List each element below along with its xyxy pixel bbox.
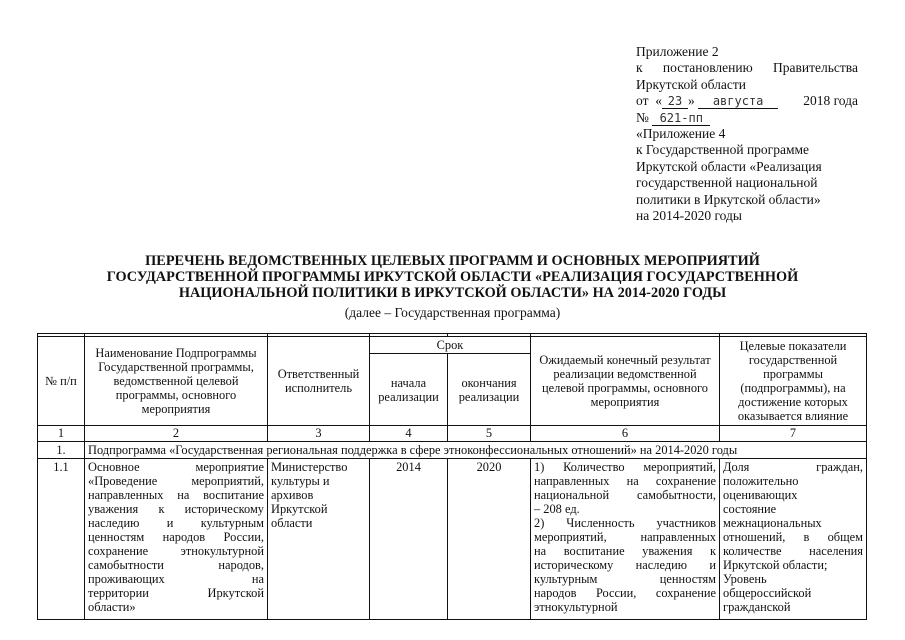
column-number: 5 [448,426,531,442]
title-line-1: ПЕРЕЧЕНЬ ВЕДОМСТВЕННЫХ ЦЕЛЕВЫХ ПРОГРАММ И ОСНОВНЫХ МЕРОПРИЯТИЙ [145,253,760,269]
handwritten-number: 621-пп [652,112,710,126]
header-num: № п/п [38,337,85,426]
column-number: 1 [38,426,85,442]
row-executor-line: Министерство [271,460,348,474]
row-name [85,459,268,620]
row-name-line: направленных на воспитание [88,488,264,502]
row-indicators [720,459,867,620]
annex-line-2-word-2: постановлению [662,60,753,76]
annex-date-group [636,93,778,109]
row-result-line: мероприятий, направленных [534,530,716,544]
subprogram-num: 1. [38,442,85,459]
row-name-line: сохранение этнокультурной [88,544,264,558]
row-indicator-line: Иркутской области; [723,558,828,572]
column-number: 4 [370,426,448,442]
row-result-line: культурным ценностям [534,572,716,586]
day-open-quote: « [655,93,662,109]
row-result-line: народов России, сохранение [534,586,716,600]
subprogram-row [38,442,867,459]
row-executor-line: Иркутской [271,502,328,516]
row-name-line: проживающих на [88,572,264,586]
table-header-row [38,337,867,354]
row-result-line: на воспитание уважения к [534,544,716,558]
row-result-line: этнокультурной [534,600,618,614]
title-line-3: НАЦИОНАЛЬНОЙ ПОЛИТИКИ В ИРКУТСКОЙ ОБЛАСТИ» НА 2014-2020 ГОДЫ [178,285,727,302]
subprogram-title: Подпрограмма «Государственная региональная поддержка в сфере этноконфессиональных отношений» на 2014-2020 годы [85,442,867,459]
annex-line-2-word-1: к [636,60,643,76]
column-number: 2 [85,426,268,442]
annex-line-10: политики в Иркутской области» [636,191,821,207]
row-indicator-line: общероссийской [723,586,812,600]
annex-line-1: Приложение 2 [636,44,719,59]
row-result [531,459,720,620]
row-indicator-line: межнациональных [723,516,822,530]
handwritten-month: августа [698,95,778,109]
row-name-line: Основное мероприятие [88,460,264,474]
row-result-line: – 208 ед. [534,502,580,516]
annex-year: 2018 года [803,93,858,109]
header-name: Наименование Подпрограммы Государственной программы, ведомственной целевой программы, основного мероприятия [85,337,268,426]
table-row [38,459,867,620]
column-number: 6 [531,426,720,442]
annex-line-11: на 2014-2020 годы [636,208,742,224]
row-executor-line: культуры и [271,474,330,488]
annex-line-7: к Государственной программе [636,142,810,158]
row-result-line: национальной самобытности, [534,488,716,502]
row-name-line: «Проведение мероприятий, [88,474,264,488]
row-executor-line: области [271,516,313,530]
annex-number-label: № [636,109,649,125]
column-number: 7 [720,426,867,442]
row-name-line: ценностям народов России, [88,530,264,544]
row-executor-line: архивов [271,488,314,502]
annex-block [636,44,858,224]
row-indicator-line: Доля граждан, [723,460,863,474]
row-indicator-line: оценивающих [723,488,798,502]
programs-table [37,333,867,620]
row-result-line: направленных на сохранение [534,474,716,488]
row-end-year: 2020 [448,459,531,620]
header-result: Ожидаемый конечный результат реализации ведомственной целевой программы, основного мероприятия [531,337,720,426]
row-start-year: 2014 [370,459,448,620]
annex-date-line [636,93,858,109]
column-number: 3 [268,426,370,442]
row-indicator-line: гражданской [723,600,791,614]
title-line-2: ГОСУДАРСТВЕННОЙ ПРОГРАММЫ ИРКУТСКОЙ ОБЛАСТИ «РЕАЛИЗАЦИЯ ГОСУДАРСТВЕННОЙ [106,269,799,286]
day-close-quote: » [687,93,695,109]
handwritten-day: 23 [662,95,688,109]
header-end: окончания реализации [448,354,531,426]
row-name-line: наследию и культурным [88,516,264,530]
annex-line-6: «Приложение 4 [636,126,726,142]
annex-line-2 [636,60,858,76]
annex-number-line [636,110,858,126]
annex-line-8: Иркутской области «Реализация [636,158,822,174]
document-subtitle: (далее – Государственная программа) [344,305,561,320]
row-name-line: области» [88,600,136,614]
annex-line-9: государственной национальной [636,175,818,191]
row-indicator-line: количестве населения [723,544,863,558]
annex-line-3: Иркутской области [636,76,747,92]
row-name-line: уважения к историческому [88,502,264,516]
annex-date-prefix: от [636,93,649,109]
header-start: начала реализации [370,354,448,426]
row-result-line: 2) Численность участников [534,516,716,530]
annex-line-2-word-3: Правительства [773,60,858,76]
row-num: 1.1 [38,459,85,620]
header-executor: Ответственный исполнитель [268,337,370,426]
row-indicator-line: отношений, в общем [723,530,863,544]
header-indicators: Целевые показатели государственной программы (подпрограммы), на достижение которых оказывается влияние [720,337,867,426]
row-result-line: 1) Количество мероприятий, [534,460,716,474]
row-indicator-line: состояние [723,502,777,516]
row-name-line: самобытности народов, [88,558,264,572]
row-indicator-line: положительно [723,474,799,488]
row-executor [268,459,370,620]
row-result-line: историческому наследию и [534,558,716,572]
row-name-line: территории Иркутской [88,586,264,600]
header-term: Срок [370,337,531,354]
column-numbers-row [38,426,867,442]
document-title [40,253,865,302]
row-indicator-line: Уровень [723,572,767,586]
